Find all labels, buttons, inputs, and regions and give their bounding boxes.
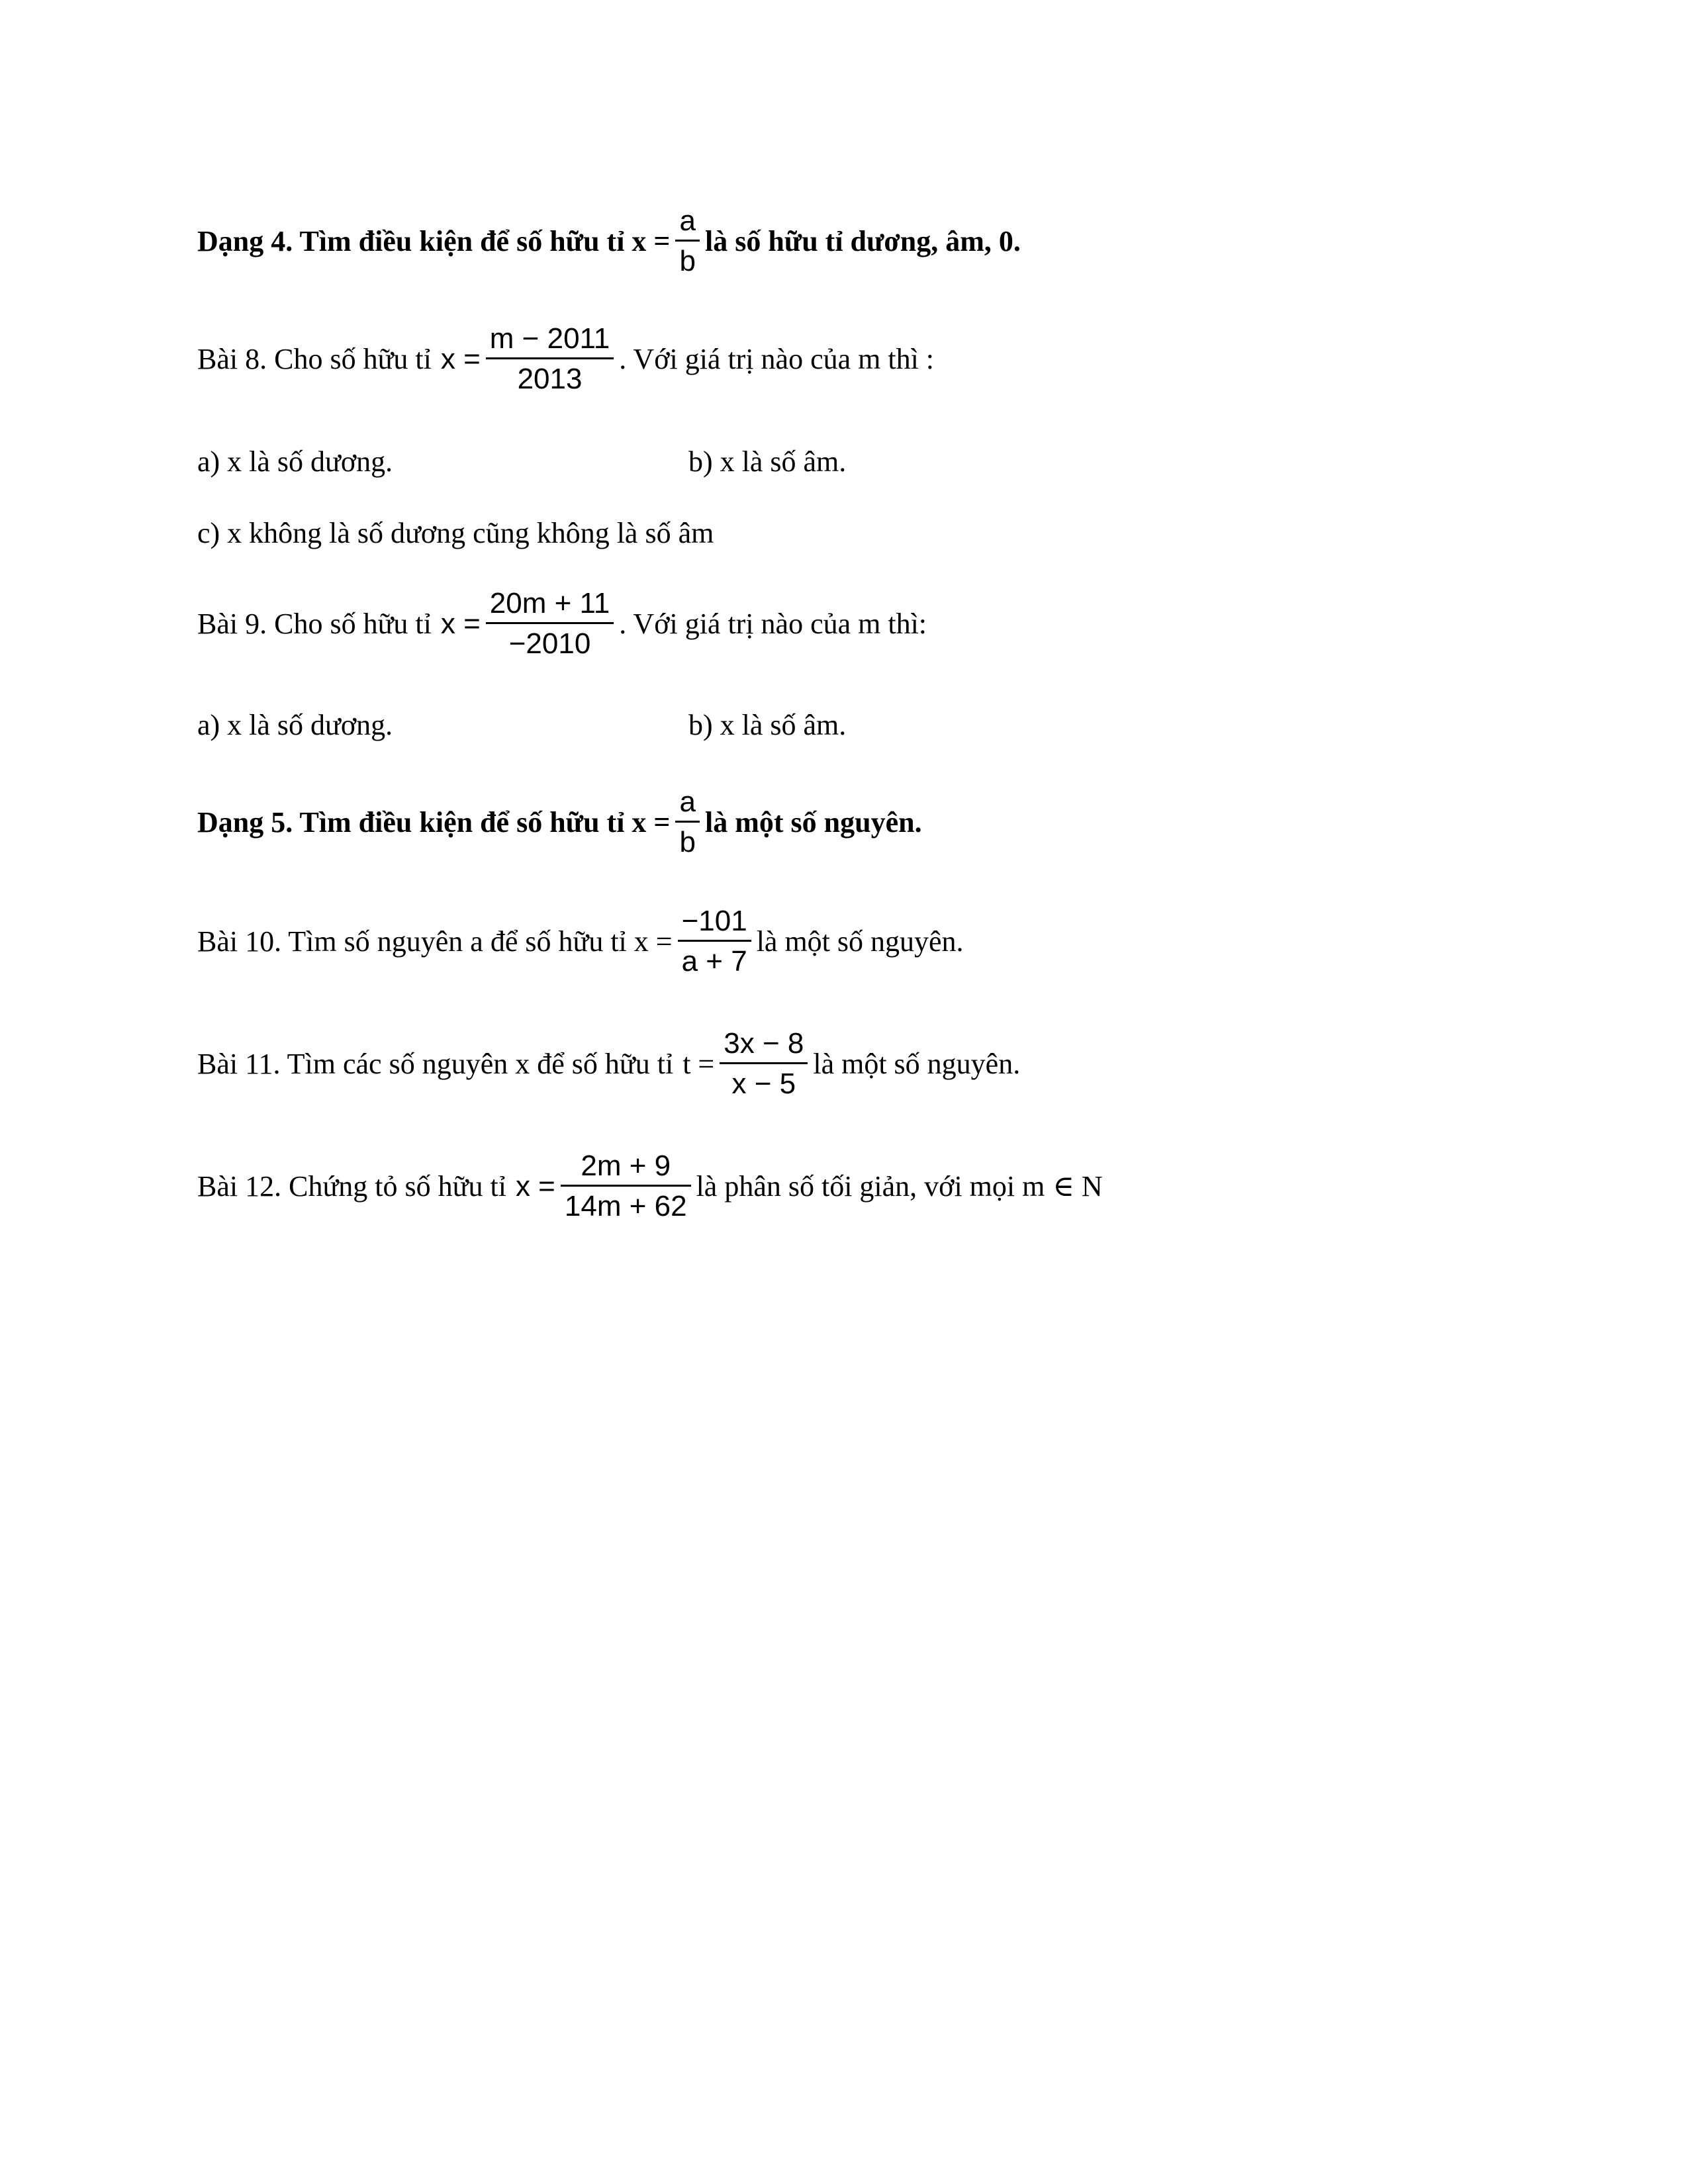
dang5-suffix: là một số nguyên.	[704, 806, 922, 839]
bai8-numerator: m − 2011	[489, 322, 610, 355]
bai10-numerator: −101	[681, 905, 747, 937]
dang5-heading	[197, 788, 922, 857]
bai10-fraction	[678, 907, 751, 976]
dang5-denominator: b	[675, 821, 699, 857]
bai12-set: ∈ N	[1053, 1170, 1103, 1203]
dang5-numerator: a	[679, 786, 696, 818]
bai8-variable: x =	[440, 342, 481, 375]
bai9-option-a: a) x là số dương.	[197, 709, 393, 741]
bai9-statement	[197, 589, 927, 659]
bai11-variable: t =	[682, 1048, 715, 1080]
bai12-suffix: là phân số tối giản, với mọi m	[696, 1170, 1045, 1203]
dang4-suffix: là số hữu tỉ dương, âm, 0.	[704, 225, 1021, 257]
bai12-fraction	[561, 1152, 691, 1221]
bai10-prefix: Bài 10. Tìm số nguyên a để số hữu tỉ x =	[197, 925, 673, 958]
bai11-prefix: Bài 11. Tìm các số nguyên x để số hữu tỉ	[197, 1048, 674, 1080]
bai8-suffix: . Với giá trị nào của m thì :	[619, 343, 935, 375]
dang4-denominator: b	[675, 240, 699, 276]
bai11-suffix: là một số nguyên.	[813, 1048, 1021, 1080]
dang4-prefix: Dạng 4. Tìm điều kiện để số hữu tỉ x =	[197, 225, 671, 257]
bai8-option-c: c) x không là số dương cũng không là số âm	[197, 517, 714, 549]
bai12-denominator: 14m + 62	[561, 1185, 691, 1221]
bai9-variable: x =	[440, 607, 481, 640]
bai10-denominator: a + 7	[678, 940, 751, 976]
bai8-denominator: 2013	[486, 357, 614, 394]
bai8-option-a: a) x là số dương.	[197, 445, 393, 478]
bai12-statement	[197, 1152, 1103, 1221]
bai11-denominator: x − 5	[720, 1062, 808, 1099]
dang5-fraction	[675, 788, 699, 857]
bai12-prefix: Bài 12. Chứng tỏ số hữu tỉ	[197, 1170, 506, 1203]
bai8-prefix: Bài 8. Cho số hữu tỉ	[197, 343, 432, 375]
bai9-prefix: Bài 9. Cho số hữu tỉ	[197, 608, 432, 640]
bai10-suffix: là một số nguyên.	[756, 925, 964, 958]
dang5-prefix: Dạng 5. Tìm điều kiện để số hữu tỉ x =	[197, 806, 671, 839]
bai9-numerator: 20m + 11	[489, 587, 610, 619]
bai11-fraction	[720, 1029, 808, 1099]
dang4-fraction	[675, 206, 699, 276]
dang4-numerator: a	[679, 205, 696, 237]
bai9-fraction	[486, 589, 614, 659]
bai8-fraction	[486, 324, 614, 394]
dang4-heading	[197, 206, 1021, 276]
bai9-denominator: −2010	[486, 622, 614, 659]
bai9-option-b: b) x là số âm.	[688, 709, 847, 741]
bai12-variable: x =	[515, 1169, 555, 1203]
bai12-numerator: 2m + 9	[581, 1150, 671, 1182]
bai8-option-b: b) x là số âm.	[688, 445, 847, 478]
bai9-suffix: . Với giá trị nào của m thì:	[619, 608, 927, 640]
bai8-statement	[197, 324, 934, 394]
bai11-numerator: 3x − 8	[724, 1027, 804, 1060]
bai11-statement	[197, 1029, 1020, 1099]
bai10-statement	[197, 907, 964, 976]
